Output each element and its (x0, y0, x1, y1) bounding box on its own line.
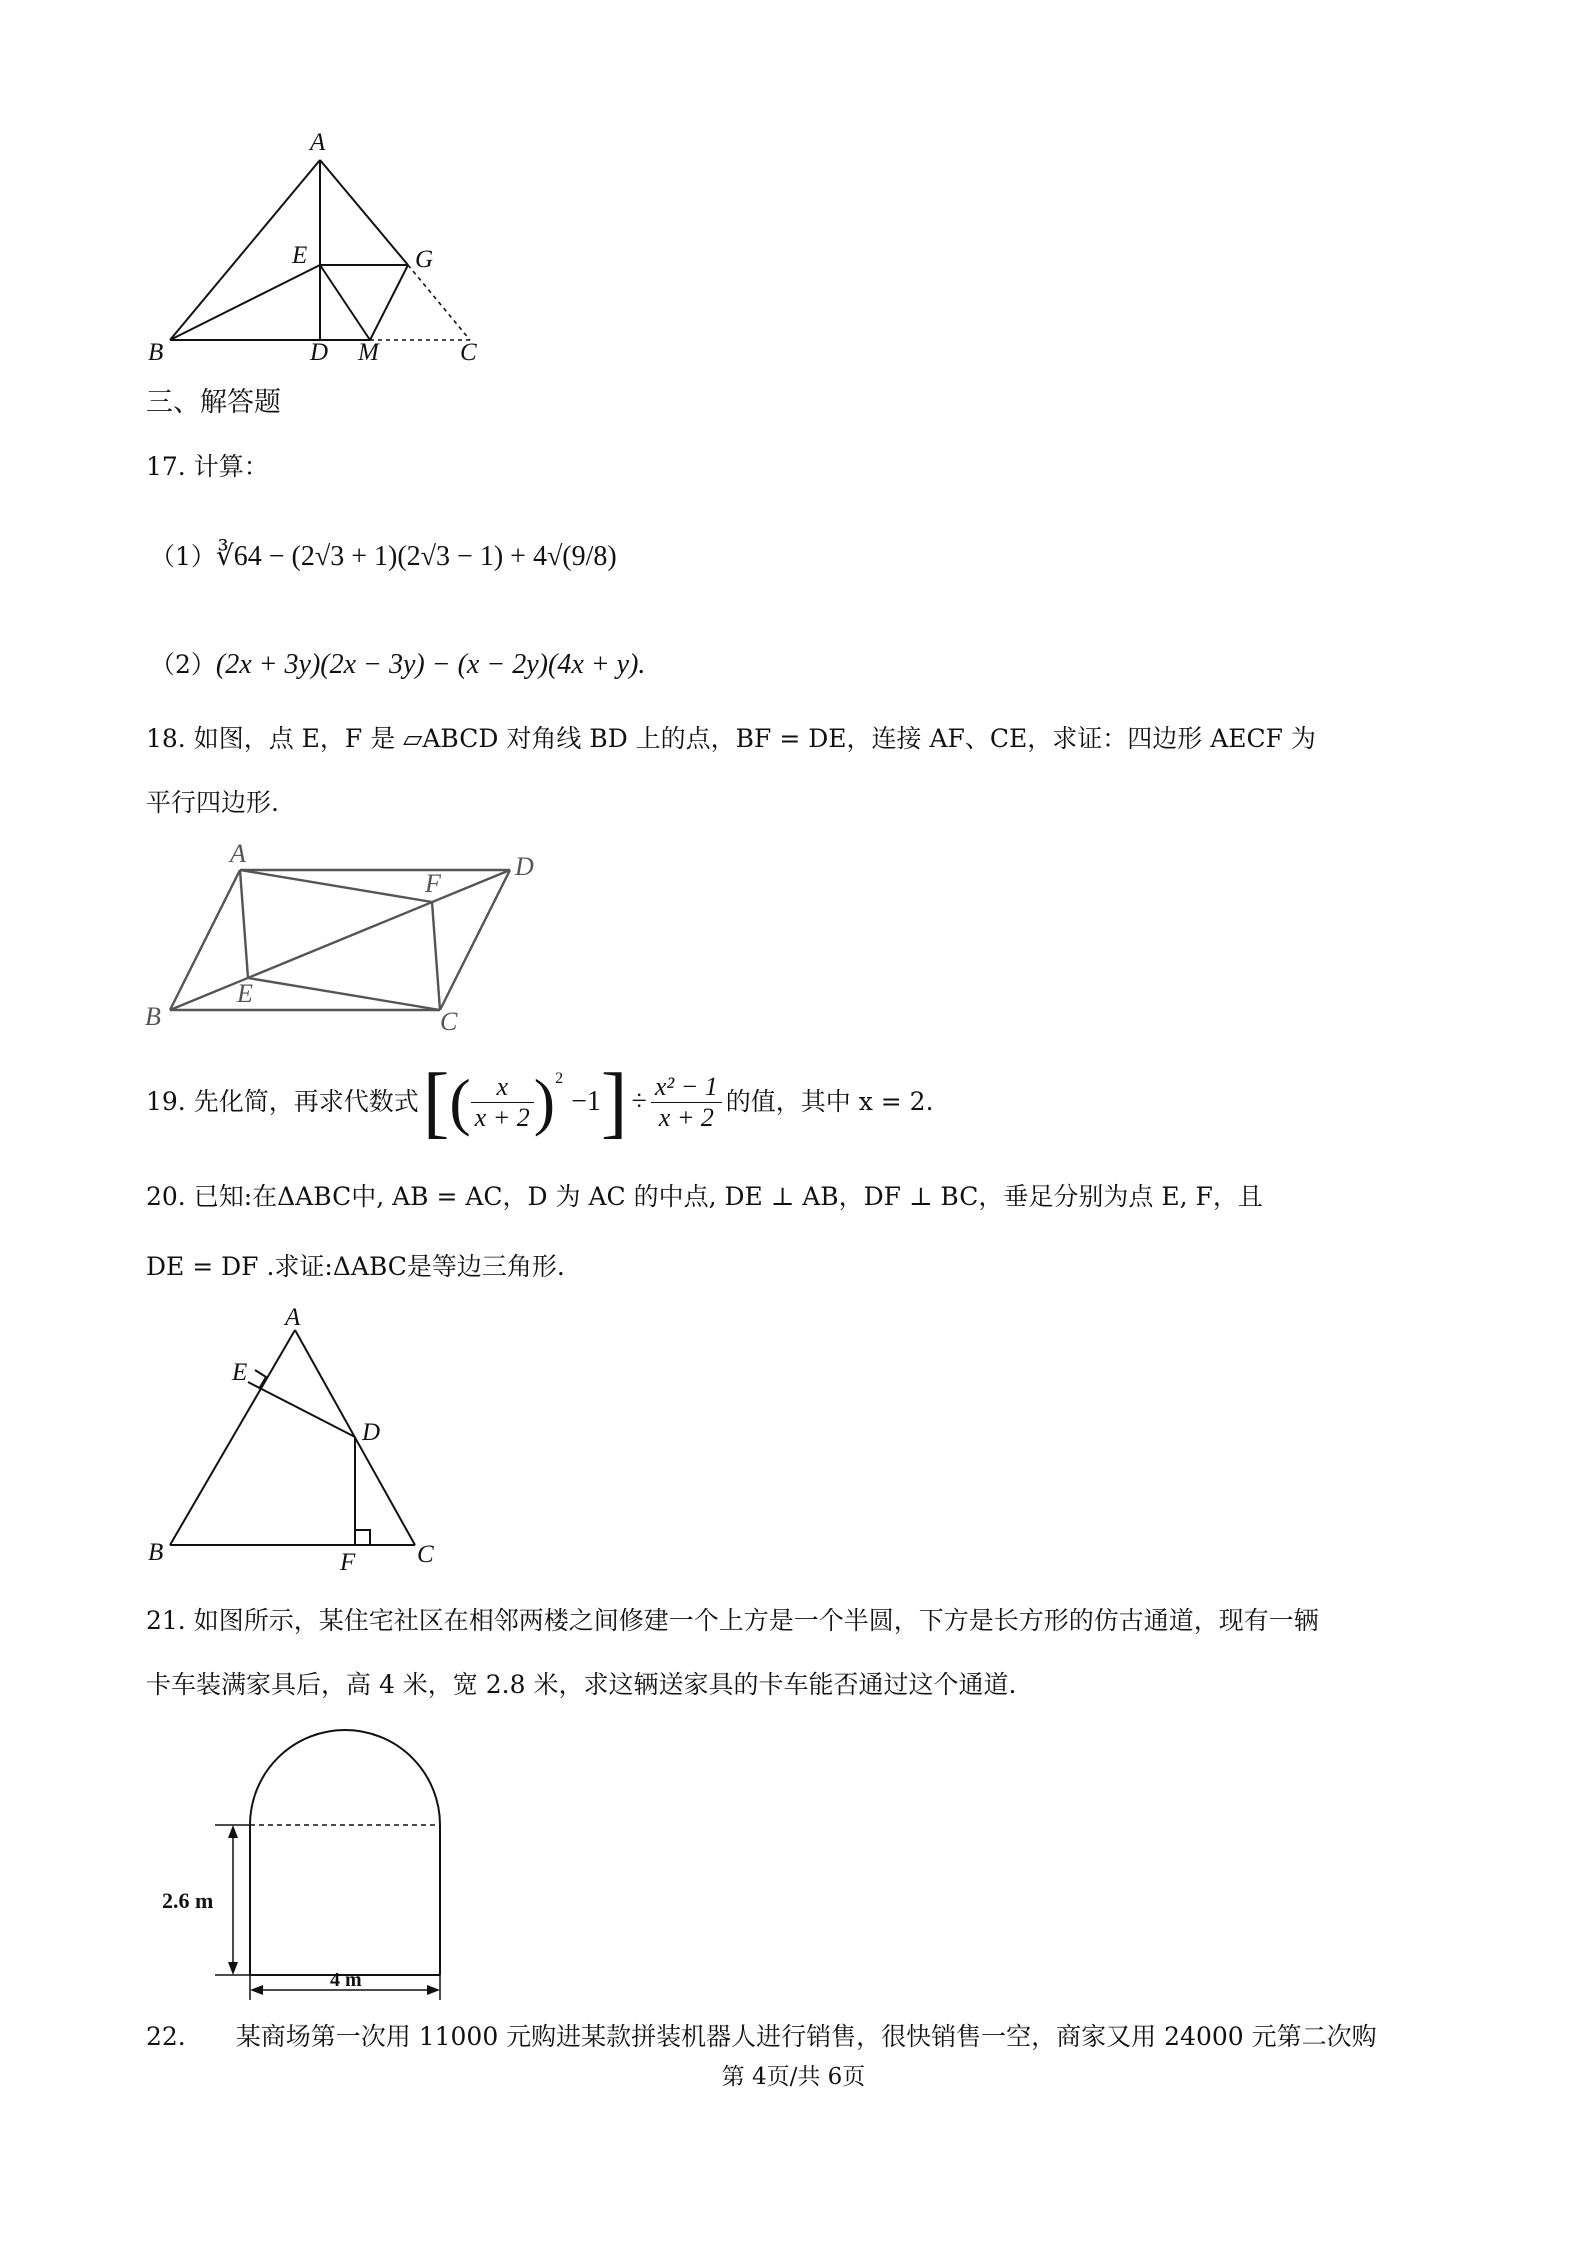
q19-right-paren: ) (533, 1066, 556, 1137)
q20-line2: DE = DF .求证:ΔABC是等边三角形. (146, 1252, 565, 1281)
q19-divide: ÷ (631, 1086, 647, 1117)
q20-line1: 20. 已知:在ΔABC中, AB = AC，D 为 AC 的中点, DE ⊥ AB，DF ⊥ BC，垂足分别为点 E, F，且 (146, 1182, 1263, 1211)
q18-line2: 平行四边形. (146, 788, 279, 817)
label-A: A (285, 1304, 301, 1331)
page-footer: 第 4页/共 6页 (721, 2064, 866, 2090)
q19-left-bracket: [ (422, 1058, 450, 1146)
q19-frac2-num: x² − 1 (651, 1072, 722, 1103)
figure-q21-tunnel (150, 1720, 470, 2000)
q19-minus-one: −1 (571, 1086, 601, 1117)
figure-q16 (140, 120, 520, 370)
label-C: C (440, 1007, 458, 1036)
label-F: F (340, 1549, 356, 1576)
figure-q18-parallelogram (140, 840, 560, 1040)
q17-stem: 17. 计算： (146, 452, 269, 481)
q19-line (146, 1052, 934, 1152)
label-E: E (237, 979, 253, 1008)
label-B: B (148, 1539, 164, 1566)
q17-part2 (150, 648, 645, 682)
label-B: B (145, 1002, 161, 1031)
q19-frac2 (651, 1072, 722, 1133)
q17-part1-label: （1） (150, 542, 216, 571)
q19-right-bracket: ] (600, 1058, 628, 1146)
q17-part2-label: （2） (150, 650, 216, 679)
height-label: 2.6 m (162, 1888, 214, 1913)
q17-part2-expression: (2x + 3y)(2x − 3y) − (x − 2y)(4x + y). (215, 649, 646, 680)
label-C: C (460, 339, 477, 366)
q22-line1: 22. 某商场第一次用 11000 元购进某款拼装机器人进行销售，很快销售一空，商家又用 24000 元第二次购 (146, 2022, 1377, 2051)
label-E: E (232, 1359, 248, 1386)
q19-exponent: 2 (555, 1070, 564, 1087)
width-label: 4 m (330, 1969, 362, 1991)
q19-post: 的值，其中 x = 2. (725, 1087, 934, 1116)
label-C: C (417, 1541, 434, 1568)
label-F: F (425, 869, 441, 898)
q19-left-paren: ( (449, 1066, 471, 1137)
q17-part1 (150, 540, 617, 574)
q21-line1: 21. 如图所示，某住宅社区在相邻两楼之间修建一个上方是一个半圆，下方是长方形的仿古通道，现有一辆 (146, 1606, 1319, 1635)
q19-frac1-den: x + 2 (474, 1102, 530, 1132)
label-D: D (310, 339, 329, 366)
label-M: M (358, 339, 379, 366)
section-title: 三、解答题 (146, 387, 281, 418)
label-D: D (362, 1419, 381, 1446)
q17-part1-expression: ∛64 − (2√3 + 1)(2√3 − 1) + 4√(9/8) (215, 541, 617, 572)
figure-q20-triangle (140, 1300, 470, 1580)
label-B: B (148, 339, 164, 366)
q19-frac1 (471, 1072, 534, 1133)
label-A: A (310, 129, 326, 156)
label-G: G (415, 246, 434, 273)
q21-line2: 卡车装满家具后，高 4 米，宽 2.8 米，求这辆送家具的卡车能否通过这个通道. (146, 1670, 1017, 1699)
q18-line1: 18. 如图，点 E，F 是 ▱ABCD 对角线 BD 上的点，BF = DE，连接 AF、CE，求证：四边形 AECF 为 (146, 724, 1316, 753)
q19-frac1-num: x (471, 1072, 534, 1103)
label-A: A (230, 840, 246, 868)
q19-frac2-den: x + 2 (658, 1102, 714, 1132)
q19-pre: 19. 先化简，再求代数式 (146, 1087, 419, 1116)
label-E: E (292, 242, 308, 269)
label-D: D (515, 852, 534, 881)
